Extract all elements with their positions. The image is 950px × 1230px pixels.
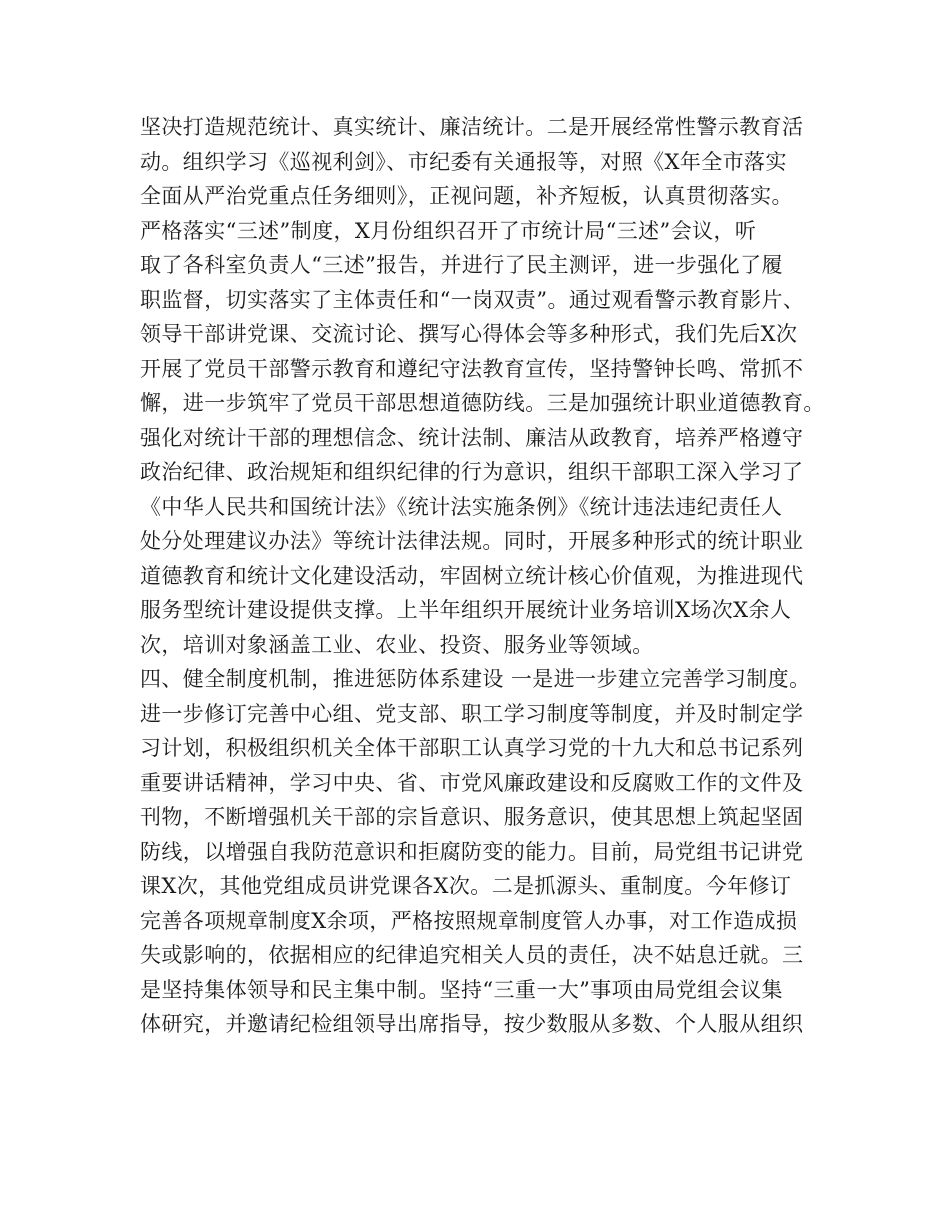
text-line: 全面从严治党重点任务细则》，正视问题，补齐短板，认真贯彻落实。 xyxy=(140,184,793,208)
text-line: 领导干部讲党课、交流讨论、撰写心得体会等多种形式，我们先后X次 xyxy=(140,322,798,346)
text-line: 防线，以增强自我防范意识和拒腐防变的能力。目前，局党组书记讲党 xyxy=(140,839,804,864)
text-line: 道德教育和统计文化建设活动，牢固树立统计核心价值观，为推进现代 xyxy=(140,563,804,588)
text-line: 体研究，并邀请纪检组领导出席指导，按少数服从多数、个人服从组织 xyxy=(140,1012,804,1036)
text-line: 懈，进一步筑牢了党员干部思想道德防线。三是加强统计职业道德教育。 xyxy=(140,391,825,415)
text-line: 进一步修订完善中心组、党支部、职工学习制度等制度，并及时制定学 xyxy=(140,701,804,726)
section-heading-line: 四、健全制度机制，推进惩防体系建设 一是进一步建立完善学习制度。 xyxy=(140,667,811,691)
text-line: 次，培训对象涵盖工业、农业、投资、服务业等领域。 xyxy=(140,632,654,657)
text-line: 重要讲话精神，学习中央、省、市党风廉政建设和反腐败工作的文件及 xyxy=(140,770,804,795)
text-line: 《中华人民共和国统计法》《统计法实施条例》《统计违法违纪责任人 xyxy=(140,494,783,519)
text-line: 取了各科室负责人“三述”报告，并进行了民主测评，进一步强化了履 xyxy=(140,253,783,277)
text-line: 强化对统计干部的理想信念、统计法制、廉洁从政教育，培养严格遵守 xyxy=(140,425,804,450)
text-line: 是坚持集体领导和民主集中制。坚持“三重一大”事项由局党组会议集 xyxy=(140,977,783,1002)
text-line: 职监督，切实落实了主体责任和“一岗双责”。通过观看警示教育影片、 xyxy=(140,287,805,312)
text-line: 刊物，不断增强机关干部的宗旨意识、服务意识，使其思想上筑起坚固 xyxy=(140,805,804,829)
text-line: 习计划，积极组织机关全体干部职工认真学习党的十九大和总书记系列 xyxy=(140,736,804,760)
text-line: 课X次，其他党组成员讲党课各X次。二是抓源头、重制度。今年修订 xyxy=(140,874,792,898)
text-line: 处分处理建议办法》等统计法律法规。同时，开展多种形式的统计职业 xyxy=(140,529,804,553)
body-text xyxy=(140,110,830,1042)
text-line: 失或影响的，依据相应的纪律追究相关人员的责任，决不姑息迁就。三 xyxy=(140,943,804,967)
text-line: 动。组织学习《巡视利剑》、市纪委有关通报等，对照《X年全市落实 xyxy=(140,149,787,174)
text-line: 开展了党员干部警示教育和遵纪守法教育宣传，坚持警钟长鸣、常抓不 xyxy=(140,356,804,381)
text-line: 完善各项规章制度X余项，严格按照规章制度管人办事，对工作造成损 xyxy=(140,908,798,933)
text-line: 坚决打造规范统计、真实统计、廉洁统计。二是开展经常性警示教育活 xyxy=(140,115,804,139)
text-line: 服务型统计建设提供支撑。上半年组织开展统计业务培训X场次X余人 xyxy=(140,598,792,622)
text-line: 严格落实“三述”制度，X月份组织召开了市统计局“三述”会议，听 xyxy=(140,218,757,243)
text-line: 政治纪律、政治规矩和组织纪律的行为意识，组织干部职工深入学习了 xyxy=(140,460,804,484)
